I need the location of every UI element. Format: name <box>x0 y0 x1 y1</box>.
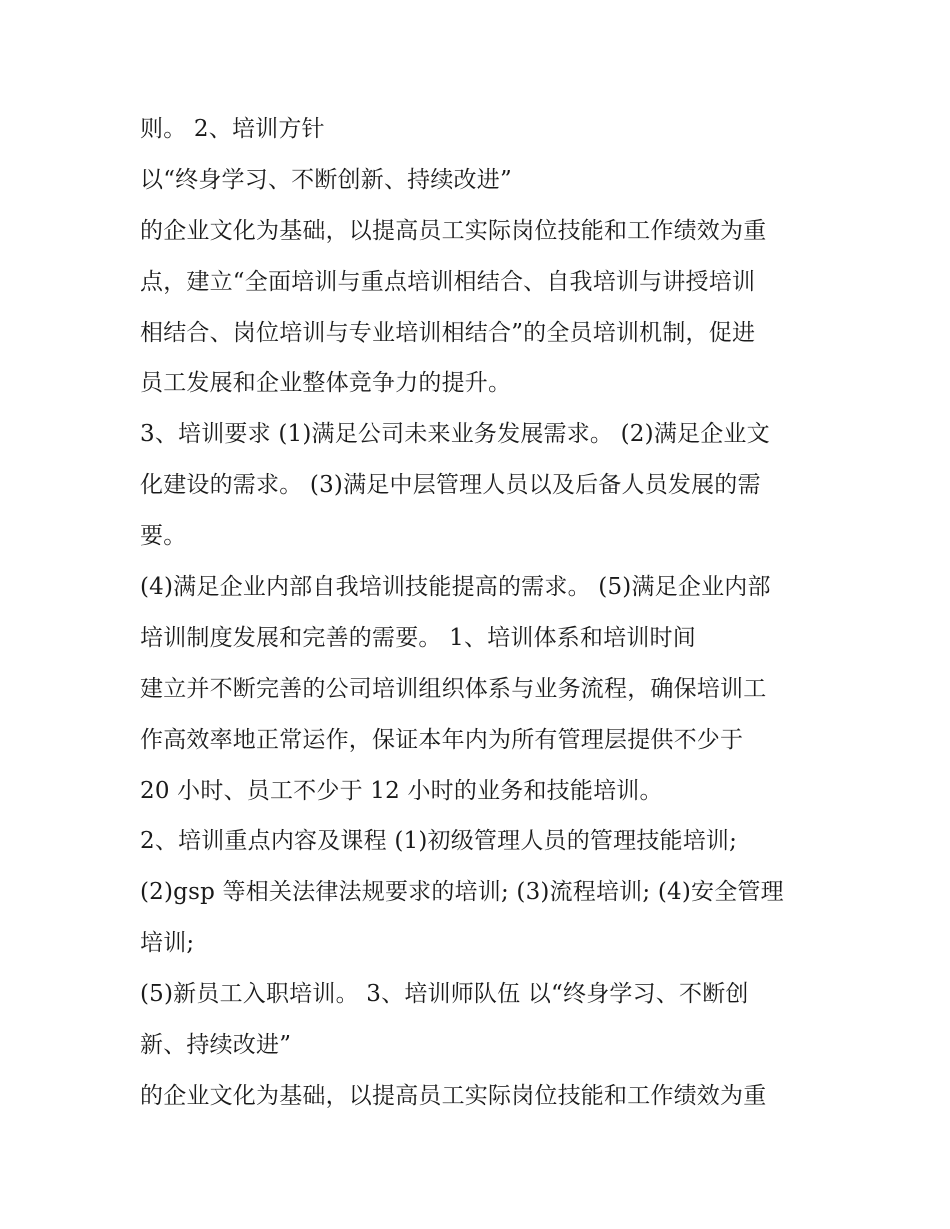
text-line: 要。 <box>140 523 187 550</box>
text-line: 以“终身学习、不断创新、持续改进” <box>140 166 512 193</box>
text-line: 建立并不断完善的公司培训组织体系与业务流程，确保培训工 <box>140 675 767 702</box>
text-line: 的企业文化为基础，以提高员工实际岗位技能和工作绩效为重 <box>140 1082 767 1109</box>
text-line: 员工发展和企业整体竞争力的提升。 <box>140 370 512 397</box>
text-line: 20 小时、员工不少于 12 小时的业务和技能培训。 <box>140 777 663 804</box>
text-line: 培训; <box>140 930 195 957</box>
text-line: 的企业文化为基础，以提高员工实际岗位技能和工作绩效为重 <box>140 217 767 244</box>
text-line: 培训制度发展和完善的需要。 1、培训体系和培训时间 <box>140 624 696 651</box>
text-line: 2、培训重点内容及课程 (1)初级管理人员的管理技能培训; <box>140 828 738 855</box>
text-line: (5)新员工入职培训。 3、培训师队伍 以“终身学习、不断创 <box>140 981 749 1008</box>
text-line: 点，建立“全面培训与重点培训相结合、自我培训与讲授培训 <box>140 268 756 295</box>
text-line: (2)gsp 等相关法律法规要求的培训; (3)流程培训; (4)安全管理 <box>140 879 784 906</box>
text-line: 新、持续改进” <box>140 1032 292 1059</box>
text-line: 化建设的需求。 (3)满足中层管理人员以及后备人员发展的需 <box>140 472 761 499</box>
text-line: 则。 2、培训方针 <box>140 116 325 142</box>
text-line: (4)满足企业内部自我培训技能提高的需求。 (5)满足企业内部 <box>140 574 771 601</box>
text-line: 3、培训要求 (1)满足公司未来业务发展需求。 (2)满足企业文 <box>140 421 770 448</box>
text-line: 相结合、岗位培训与专业培训相结合”的全员培训机制，促进 <box>140 319 756 346</box>
text-line: 作高效率地正常运作，保证本年内为所有管理层提供不少于 <box>140 726 744 753</box>
document-body <box>140 110 830 1128</box>
